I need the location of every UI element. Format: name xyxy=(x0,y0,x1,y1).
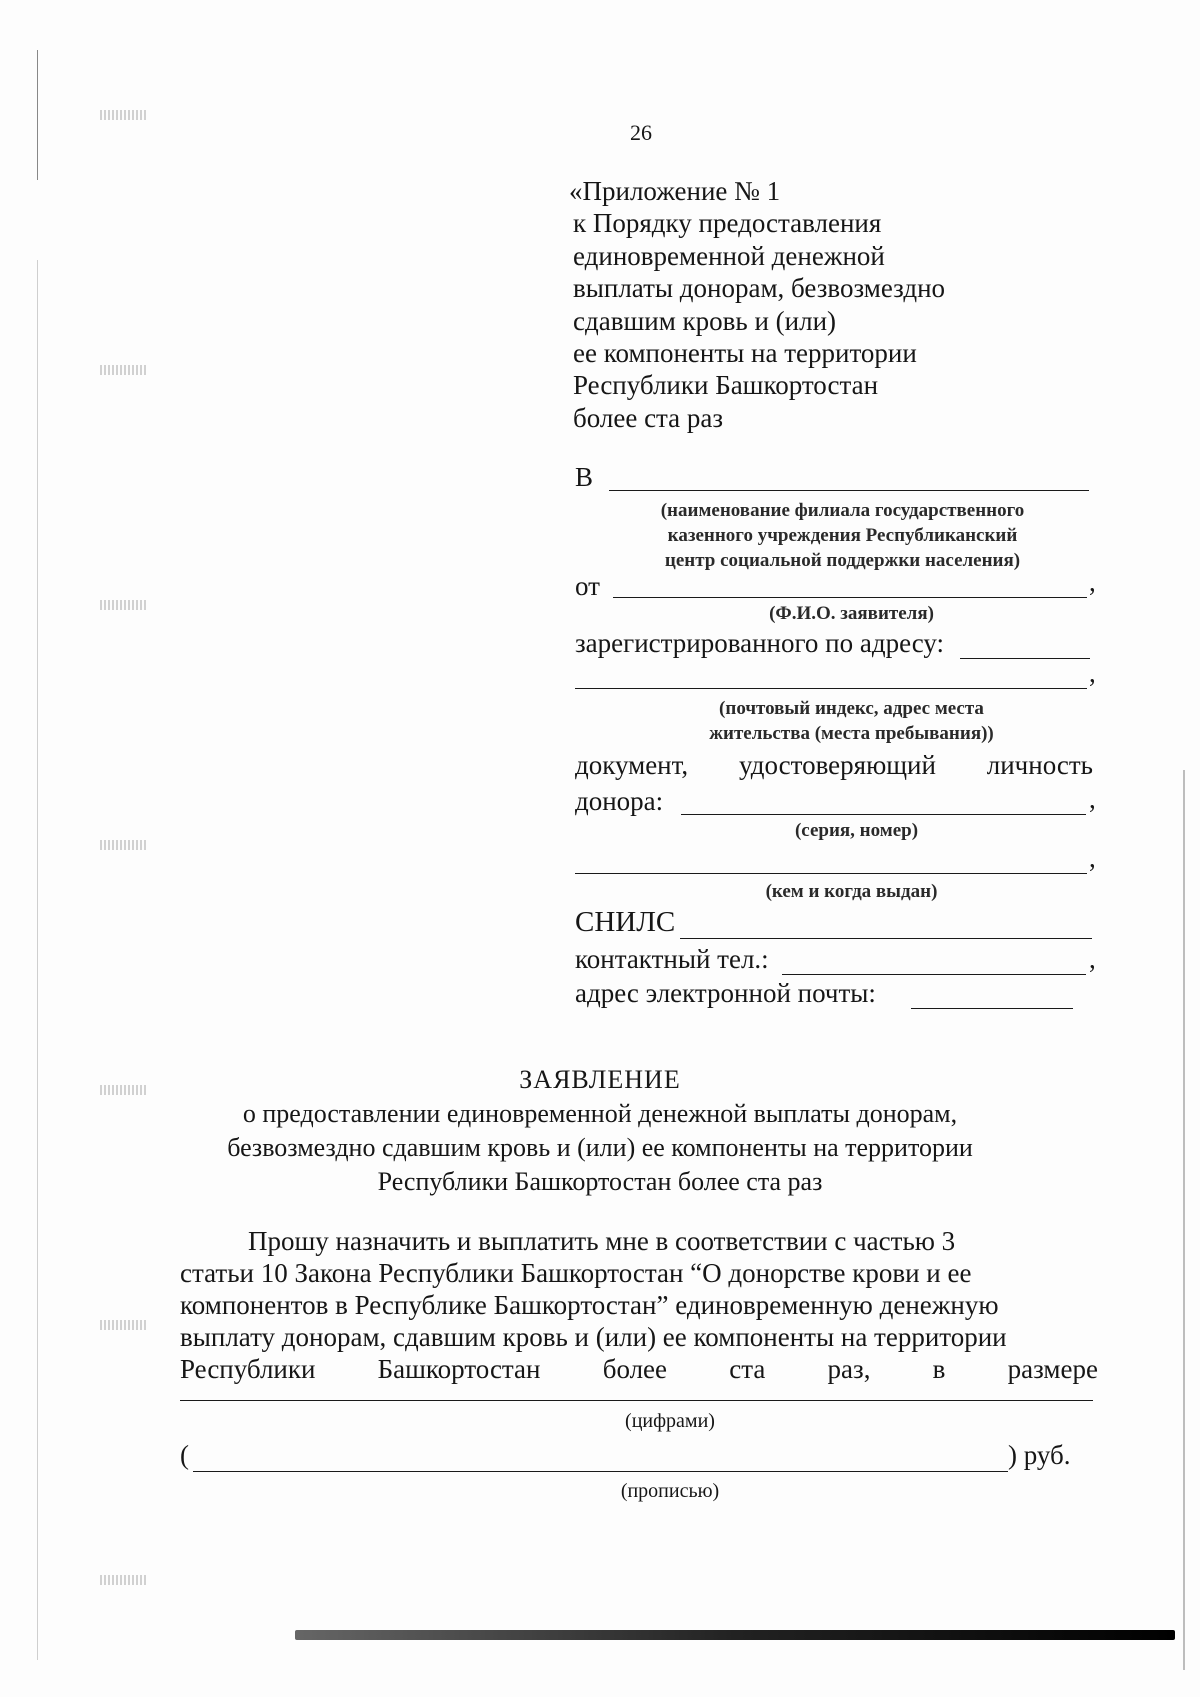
series-hint: (серия, номер) xyxy=(794,820,919,841)
scan-edge-line xyxy=(37,260,38,1660)
appendix-line: «Приложение № 1 xyxy=(569,176,781,206)
body-word: в xyxy=(932,1354,946,1384)
body-line xyxy=(180,1225,1098,1257)
donor-row xyxy=(575,786,1098,818)
amount-words-field[interactable] xyxy=(193,1471,1008,1472)
scan-edge-line xyxy=(37,50,38,180)
comma: , xyxy=(1089,658,1096,688)
address-hint xyxy=(605,696,1098,746)
address-row-2 xyxy=(575,658,1098,696)
phone-field[interactable] xyxy=(782,974,1086,975)
appendix-line: к Порядку предоставления xyxy=(573,208,882,239)
binding-hole-mark xyxy=(100,600,148,610)
document-label-word: удостоверяющий xyxy=(738,750,936,780)
address-field-2[interactable] xyxy=(575,688,1087,689)
comma: , xyxy=(1089,784,1096,814)
recipient-field[interactable] xyxy=(609,490,1089,491)
comma: , xyxy=(1089,843,1096,873)
appendix-header xyxy=(569,175,946,434)
body-word: ста xyxy=(729,1354,766,1384)
body-word: размере xyxy=(1007,1354,1098,1384)
email-label: адрес электронной почты: xyxy=(575,978,876,1008)
comma: , xyxy=(1089,944,1096,974)
statement-title: ЗАЯВЛЕНИЕ xyxy=(519,1065,681,1094)
snils-label: СНИЛС xyxy=(575,906,676,938)
statement-subtitle-line: о предоставлении единовременной денежной выплаты донорам, xyxy=(242,1099,958,1128)
issued-row xyxy=(575,843,1098,879)
phone-label: контактный тел.: xyxy=(575,944,769,974)
appendix-line: более ста раз xyxy=(573,402,724,433)
hint-line: казенного учреждения Республиканский xyxy=(667,525,1018,546)
donor-label: донора: xyxy=(575,786,664,816)
binding-hole-mark xyxy=(100,110,148,120)
email-row xyxy=(575,978,1098,1012)
appendix-line: сдавшим кровь и (или) xyxy=(573,305,837,336)
body-line-text: Прошу назначить и выплатить мне в соответствии с частью 3 xyxy=(248,1226,956,1256)
applicant-hint: (Ф.И.О. заявителя) xyxy=(769,603,934,624)
binding-hole-mark xyxy=(100,1575,148,1585)
applicant-row xyxy=(575,567,1098,601)
appendix-line: ее компоненты на территории xyxy=(573,338,917,369)
appendix-line: единовременной денежной xyxy=(573,240,885,271)
binding-hole-mark xyxy=(100,365,148,375)
page-number: 26 xyxy=(630,120,652,145)
appendix-line: Республики Башкортостан xyxy=(573,370,879,401)
scan-edge-line xyxy=(1183,770,1185,1670)
document-label-word: личность xyxy=(986,750,1093,780)
amount-words-hint: (прописью) xyxy=(620,1480,720,1502)
statement-body xyxy=(180,1225,1098,1385)
applicant-name-field[interactable] xyxy=(613,597,1087,598)
body-last-line xyxy=(180,1353,1098,1385)
amount-digits-hint: (цифрами) xyxy=(625,1410,715,1432)
scan-bottom-bar xyxy=(295,1630,1175,1640)
statement-subtitle-line: Республики Башкортостан более ста раз xyxy=(377,1167,823,1196)
body-line: компонентов в Республике Башкортостан” единовременную денежную xyxy=(180,1290,999,1320)
body-word: Республики xyxy=(180,1354,316,1384)
addressee-block xyxy=(575,462,1098,1012)
recipient-row xyxy=(575,462,1098,496)
rub-label: ) руб. xyxy=(1008,1440,1071,1470)
body-line: выплату донорам, сдавшим кровь и (или) ее компоненты на территории xyxy=(180,1322,1007,1352)
phone-row xyxy=(575,944,1098,978)
comma: , xyxy=(1089,567,1096,597)
amount-digits-field[interactable] xyxy=(180,1400,1093,1401)
recipient-prefix: В xyxy=(575,462,594,492)
hint-line: центр социальной поддержки населения) xyxy=(664,550,1021,571)
appendix-line: выплаты донорам, безвозмездно xyxy=(573,273,946,304)
email-field[interactable] xyxy=(911,1008,1073,1009)
document-label-word: документ, xyxy=(575,750,689,780)
snils-row xyxy=(575,906,1098,944)
snils-field[interactable] xyxy=(680,938,1092,939)
registered-label: зарегистрированного по адресу: xyxy=(575,628,944,658)
address-field[interactable] xyxy=(960,658,1090,659)
body-word: более xyxy=(602,1354,668,1384)
recipient-hint xyxy=(587,498,1098,573)
binding-hole-mark xyxy=(100,1320,148,1330)
applicant-prefix: от xyxy=(575,571,600,601)
document-issued-field[interactable] xyxy=(575,873,1087,874)
issued-hint: (кем и когда выдан) xyxy=(765,881,938,902)
document-label-row xyxy=(575,750,1093,786)
body-line: статьи 10 Закона Республики Башкортостан “О донорстве крови и ее xyxy=(180,1258,972,1288)
hint-line: жительства (места пребывания)) xyxy=(709,723,994,744)
statement-subtitle-line: безвозмездно сдавшим кровь и (или) ее компоненты на территории xyxy=(227,1133,973,1162)
body-word: Башкортостан xyxy=(377,1354,541,1384)
document-series-field[interactable] xyxy=(681,814,1086,815)
hint-line: (наименование филиала государственного xyxy=(660,500,1025,521)
paren-open: ( xyxy=(180,1440,189,1470)
binding-hole-mark xyxy=(100,840,148,850)
hint-line: (почтовый индекс, адрес места xyxy=(719,698,984,719)
registered-row xyxy=(575,628,1098,662)
body-word: раз, xyxy=(827,1354,871,1384)
statement-heading xyxy=(0,1063,1200,1199)
